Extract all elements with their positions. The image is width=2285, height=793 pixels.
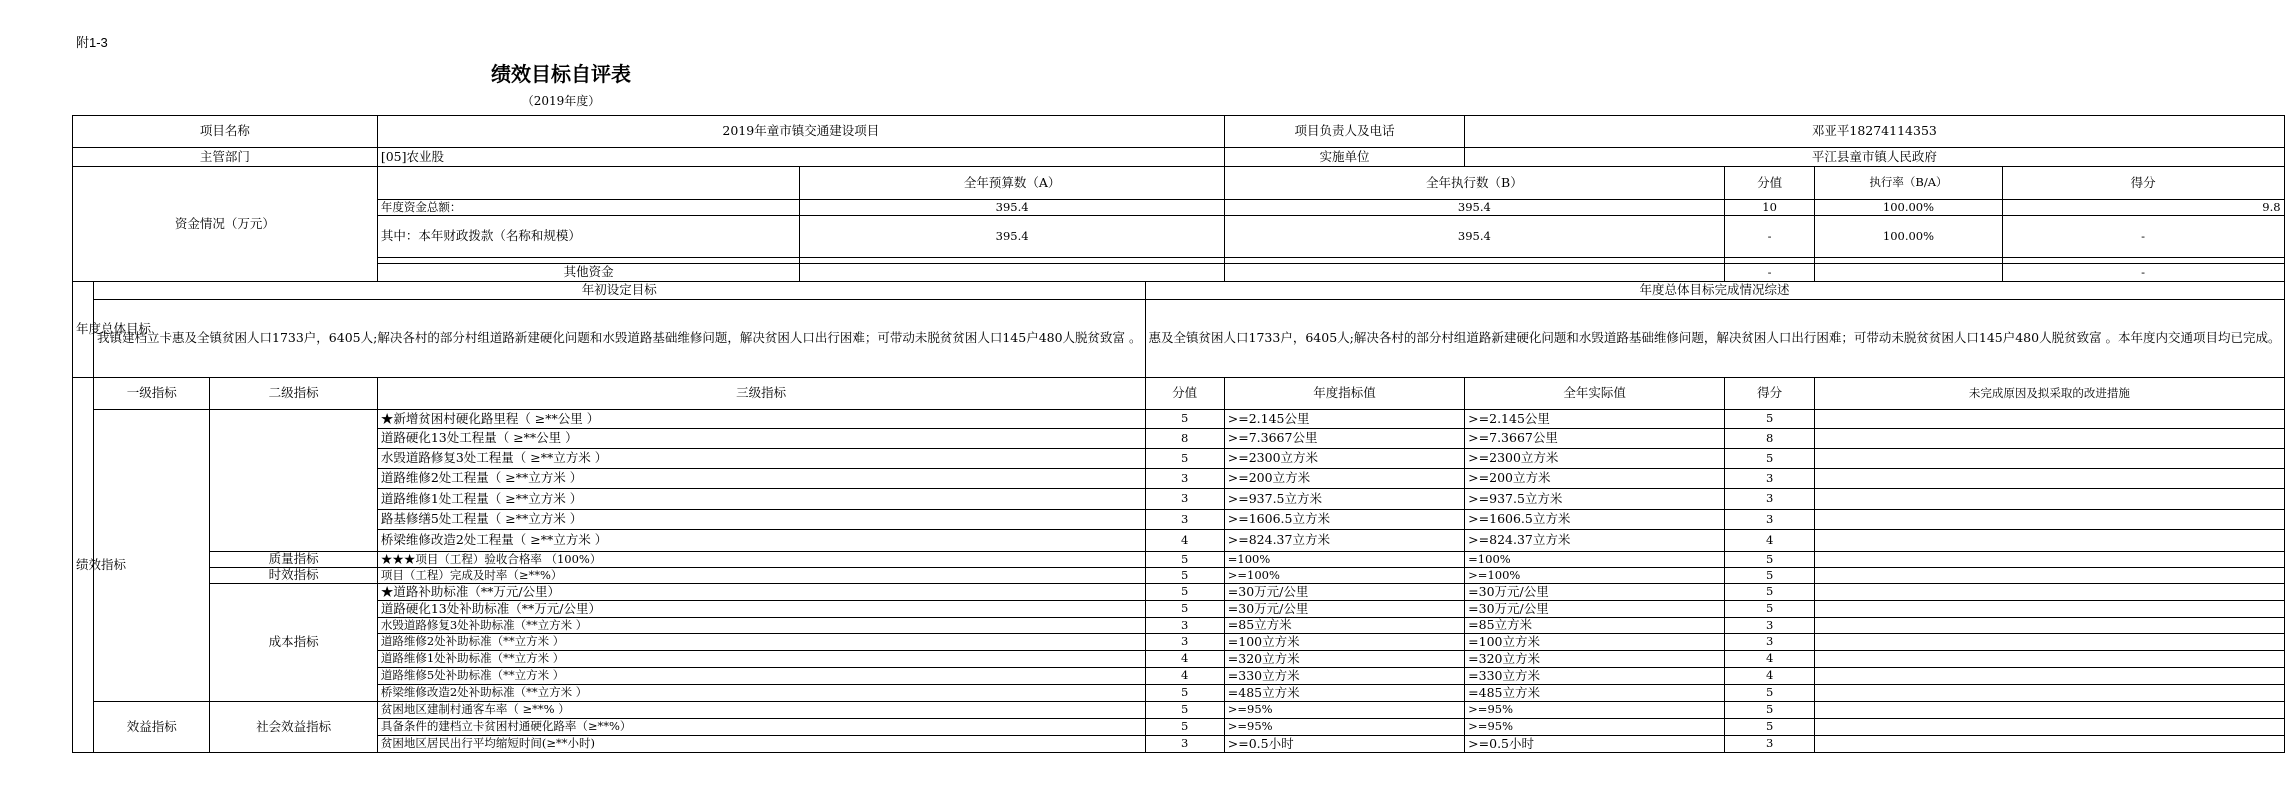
indicator-actual: =30万元/公里: [1465, 601, 1725, 618]
indicator-score: 8: [1145, 429, 1224, 449]
goals-content-row: [73, 300, 2285, 378]
indicator-actual: >=95%: [1465, 719, 1725, 736]
indicator-got: 8: [1724, 429, 1814, 449]
funds-fiscal-budget: 395.4: [800, 216, 1224, 258]
indicator-name: 路基修缮5处工程量（ ≥**立方米 ）: [377, 510, 1145, 530]
indicator-got: 3: [1724, 736, 1814, 753]
goals-initial-text: 我镇建档立卡惠及全镇贫困人口1733户，6405人;解决各村的部分村组道路新建硬化问题和水毁道路基础维修问题，解决贫困人口出行困难；可带动未脱贫贫困人口145户480人脱贫致富 。: [94, 300, 1146, 378]
indicator-row: [73, 719, 2285, 736]
indicator-got: 3: [1724, 634, 1814, 651]
funds-other-budget: [800, 264, 1224, 282]
indicator-name: 道路维修5处补助标准（**立方米 ）: [377, 668, 1145, 685]
indicator-row: [73, 510, 2285, 530]
indicator-score: 5: [1145, 410, 1224, 429]
indicator-actual: =100立方米: [1465, 634, 1725, 651]
indicator-name: ★新增贫困村硬化路里程（ ≥**公里 ）: [377, 410, 1145, 429]
indicators-h-target: 年度指标值: [1224, 378, 1464, 410]
indicator-target: =100%: [1224, 552, 1464, 568]
indicator-reason: [1815, 552, 2284, 568]
level2-social-label: 社会效益指标: [210, 702, 377, 753]
indicator-got: 3: [1724, 489, 1814, 510]
goals-label: 年度总体目标: [73, 282, 94, 378]
funds-fiscal-rate: 100.00%: [1815, 216, 2002, 258]
indicator-name: 道路维修1处补助标准（**立方米 ）: [377, 651, 1145, 668]
funds-other-rate: [1815, 264, 2002, 282]
indicator-score: 3: [1145, 489, 1224, 510]
indicator-reason: [1815, 568, 2284, 584]
indicator-actual: =85立方米: [1465, 618, 1725, 634]
indicators-header-row: [73, 378, 2285, 410]
indicator-actual: =30万元/公里: [1465, 584, 1725, 601]
funds-col-exec: 全年执行数（B）: [1224, 167, 1724, 200]
goals-initial-header: 年初设定目标: [94, 282, 1146, 300]
level2-quantity-cell: [210, 410, 377, 552]
indicator-name: 道路维修1处工程量（ ≥**立方米 ）: [377, 489, 1145, 510]
indicator-name: 贫困地区居民出行平均缩短时间(≥**小时): [377, 736, 1145, 753]
indicator-target: =485立方米: [1224, 685, 1464, 702]
funds-total-budget: 395.4: [800, 200, 1224, 216]
indicator-reason: [1815, 601, 2284, 618]
indicator-reason: [1815, 668, 2284, 685]
funds-total-got: 9.8: [2002, 200, 2284, 216]
funds-other-exec: [1224, 264, 1724, 282]
department-value: [05]农业股: [377, 148, 1224, 167]
indicator-row: [73, 584, 2285, 601]
indicator-target: =30万元/公里: [1224, 584, 1464, 601]
indicator-reason: [1815, 702, 2284, 719]
indicators-h-level3: 三级指标: [377, 378, 1145, 410]
indicator-got: 5: [1724, 719, 1814, 736]
indicator-actual: >=0.5小时: [1465, 736, 1725, 753]
funds-total-row: [73, 200, 2285, 216]
level2-quality-label: 质量指标: [210, 552, 377, 568]
funds-fiscal-score: -: [1724, 216, 1814, 258]
project-name-row: [73, 116, 2285, 148]
indicator-got: 5: [1724, 410, 1814, 429]
funds-header-blank: [377, 167, 800, 200]
indicator-score: 4: [1145, 668, 1224, 685]
funds-col-got: 得分: [2002, 167, 2284, 200]
indicator-target: >=100%: [1224, 568, 1464, 584]
level1-output-cell: [94, 410, 210, 702]
indicator-reason: [1815, 469, 2284, 489]
indicator-target: >=0.5小时: [1224, 736, 1464, 753]
funds-total-exec: 395.4: [1224, 200, 1724, 216]
indicator-row: [73, 736, 2285, 753]
indicator-row: [73, 668, 2285, 685]
indicator-name: 道路硬化13处工程量（ ≥**公里 ）: [377, 429, 1145, 449]
indicator-name: 水毁道路修复3处工程量（ ≥**立方米 ）: [377, 449, 1145, 469]
indicator-actual: =330立方米: [1465, 668, 1725, 685]
indicator-row: [73, 702, 2285, 719]
indicator-score: 5: [1145, 552, 1224, 568]
goals-summary-text: 惠及全镇贫困人口1733户，6405人;解决各村的部分村组道路新建硬化问题和水毁道路基础维修问题，解决贫困人口出行困难；可带动未脱贫贫困人口145户480人脱贫致富 。本年度内交通项目均已完成。: [1145, 300, 2284, 378]
department-row: [73, 148, 2285, 167]
indicator-reason: [1815, 584, 2284, 601]
indicator-row: [73, 685, 2285, 702]
attachment-number: 附1-3: [76, 35, 108, 50]
funds-fiscal-got: -: [2002, 216, 2284, 258]
indicator-actual: >=2.145公里: [1465, 410, 1725, 429]
indicator-reason: [1815, 651, 2284, 668]
indicator-reason: [1815, 489, 2284, 510]
indicator-reason: [1815, 736, 2284, 753]
indicator-actual: >=1606.5立方米: [1465, 510, 1725, 530]
indicator-score: 3: [1145, 469, 1224, 489]
indicator-target: =330立方米: [1224, 668, 1464, 685]
funds-total-label: 年度资金总额：: [377, 200, 800, 216]
indicator-name: 桥梁维修改造2处工程量（ ≥**立方米 ）: [377, 530, 1145, 552]
indicator-got: 5: [1724, 702, 1814, 719]
indicator-actual: =100%: [1465, 552, 1725, 568]
indicator-row: [73, 601, 2285, 618]
indicators-h-got: 得分: [1724, 378, 1814, 410]
indicator-name: 道路维修2处工程量（ ≥**立方米 ）: [377, 469, 1145, 489]
page-title: 绩效目标自评表: [491, 62, 631, 86]
indicator-name: 道路硬化13处补助标准（**万元/公里）: [377, 601, 1145, 618]
indicator-row: [73, 410, 2285, 429]
indicator-got: 5: [1724, 685, 1814, 702]
project-name-label: 项目名称: [73, 116, 378, 148]
department-label: 主管部门: [73, 148, 378, 167]
indicator-got: 4: [1724, 651, 1814, 668]
indicator-got: 3: [1724, 469, 1814, 489]
indicator-target: =30万元/公里: [1224, 601, 1464, 618]
indicator-got: 5: [1724, 568, 1814, 584]
project-name-value: 2019年童市镇交通建设项目: [377, 116, 1224, 148]
indicator-row: [73, 449, 2285, 469]
funds-total-rate: 100.00%: [1815, 200, 2002, 216]
indicator-got: 5: [1724, 601, 1814, 618]
indicator-row: [73, 469, 2285, 489]
indicator-row: [73, 568, 2285, 584]
funds-other-score: -: [1724, 264, 1814, 282]
indicator-reason: [1815, 618, 2284, 634]
indicators-h-level1: 一级指标: [94, 378, 210, 410]
funds-other-row: [73, 264, 2285, 282]
indicator-row: [73, 651, 2285, 668]
indicator-actual: >=95%: [1465, 702, 1725, 719]
level2-cost-label: 成本指标: [210, 584, 377, 702]
indicators-h-level2: 二级指标: [210, 378, 377, 410]
indicator-reason: [1815, 719, 2284, 736]
goals-header-row: [73, 282, 2285, 300]
indicator-reason: [1815, 449, 2284, 469]
indicators-section-label: 绩效指标: [73, 378, 94, 753]
funds-col-score: 分值: [1724, 167, 1814, 200]
indicator-row: [73, 489, 2285, 510]
indicator-name: ★★★项目（工程）验收合格率 （100%）: [377, 552, 1145, 568]
indicator-target: >=2.145公里: [1224, 410, 1464, 429]
indicator-score: 5: [1145, 584, 1224, 601]
indicator-actual: >=7.3667公里: [1465, 429, 1725, 449]
indicator-target: >=7.3667公里: [1224, 429, 1464, 449]
implementer-value: 平江县童市镇人民政府: [1465, 148, 2284, 167]
indicator-got: 3: [1724, 510, 1814, 530]
funds-other-got: -: [2002, 264, 2284, 282]
indicator-got: 5: [1724, 552, 1814, 568]
indicator-score: 4: [1145, 651, 1224, 668]
indicators-h-score: 分值: [1145, 378, 1224, 410]
indicator-score: 3: [1145, 510, 1224, 530]
indicator-target: >=95%: [1224, 719, 1464, 736]
indicator-got: 5: [1724, 449, 1814, 469]
indicator-row: [73, 552, 2285, 568]
indicator-target: >=95%: [1224, 702, 1464, 719]
indicator-target: =100立方米: [1224, 634, 1464, 651]
funds-fiscal-exec: 395.4: [1224, 216, 1724, 258]
funds-fiscal-row: [73, 216, 2285, 258]
indicator-row: [73, 634, 2285, 651]
funds-header-row: [73, 167, 2285, 200]
indicator-target: >=1606.5立方米: [1224, 510, 1464, 530]
goals-summary-header: 年度总体目标完成情况综述: [1145, 282, 2284, 300]
self-evaluation-table: [72, 115, 2285, 753]
indicator-target: >=937.5立方米: [1224, 489, 1464, 510]
level2-timeliness-label: 时效指标: [210, 568, 377, 584]
indicator-target: >=200立方米: [1224, 469, 1464, 489]
indicator-reason: [1815, 429, 2284, 449]
indicator-actual: =320立方米: [1465, 651, 1725, 668]
indicator-score: 5: [1145, 568, 1224, 584]
indicator-name: 桥梁维修改造2处补助标准（**立方米 ）: [377, 685, 1145, 702]
indicator-got: 4: [1724, 530, 1814, 552]
indicator-actual: >=2300立方米: [1465, 449, 1725, 469]
report-year: （2019年度）: [521, 94, 601, 108]
indicator-actual: >=200立方米: [1465, 469, 1725, 489]
indicator-score: 3: [1145, 736, 1224, 753]
funds-other-label: 其他资金: [377, 264, 800, 282]
indicator-actual: =485立方米: [1465, 685, 1725, 702]
indicator-got: 4: [1724, 668, 1814, 685]
funds-fiscal-label: 其中：本年财政拨款（名称和规模）: [377, 216, 800, 258]
indicator-reason: [1815, 634, 2284, 651]
indicator-got: 5: [1724, 584, 1814, 601]
indicator-row: [73, 530, 2285, 552]
indicator-score: 5: [1145, 719, 1224, 736]
indicator-name: ★道路补助标准（**万元/公里）: [377, 584, 1145, 601]
indicator-actual: >=937.5立方米: [1465, 489, 1725, 510]
indicator-score: 5: [1145, 702, 1224, 719]
indicator-got: 3: [1724, 618, 1814, 634]
indicator-row: [73, 429, 2285, 449]
indicator-name: 项目（工程）完成及时率（≥**%）: [377, 568, 1145, 584]
project-owner-label: 项目负责人及电话: [1224, 116, 1464, 148]
indicator-name: 贫困地区建制村通客车率（ ≥**% ）: [377, 702, 1145, 719]
funds-col-rate: 执行率（B/A）: [1815, 167, 2002, 200]
indicator-name: 水毁道路修复3处补助标准（**立方米 ）: [377, 618, 1145, 634]
indicator-reason: [1815, 685, 2284, 702]
indicator-actual: >=824.37立方米: [1465, 530, 1725, 552]
indicator-score: 3: [1145, 618, 1224, 634]
indicator-score: 3: [1145, 634, 1224, 651]
indicator-name: 道路维修2处补助标准（**立方米 ）: [377, 634, 1145, 651]
indicator-reason: [1815, 530, 2284, 552]
indicator-target: >=2300立方米: [1224, 449, 1464, 469]
project-owner-value: 邓亚平18274114353: [1465, 116, 2284, 148]
indicator-score: 4: [1145, 530, 1224, 552]
indicator-score: 5: [1145, 601, 1224, 618]
indicator-reason: [1815, 410, 2284, 429]
funds-label: 资金情况（万元）: [73, 167, 378, 282]
indicator-reason: [1815, 510, 2284, 530]
indicator-actual: >=100%: [1465, 568, 1725, 584]
indicator-score: 5: [1145, 449, 1224, 469]
indicator-name: 具备条件的建档立卡贫困村通硬化路率（≥**%）: [377, 719, 1145, 736]
indicators-h-reason: 未完成原因及拟采取的改进措施: [1815, 378, 2284, 410]
indicator-target: =320立方米: [1224, 651, 1464, 668]
indicator-target: =85立方米: [1224, 618, 1464, 634]
indicator-score: 5: [1145, 685, 1224, 702]
funds-col-budget: 全年预算数（A）: [800, 167, 1224, 200]
indicator-row: [73, 618, 2285, 634]
indicator-target: >=824.37立方米: [1224, 530, 1464, 552]
implementer-label: 实施单位: [1224, 148, 1464, 167]
funds-total-score: 10: [1724, 200, 1814, 216]
level1-benefit-label: 效益指标: [94, 702, 210, 753]
indicators-h-actual: 全年实际值: [1465, 378, 1725, 410]
